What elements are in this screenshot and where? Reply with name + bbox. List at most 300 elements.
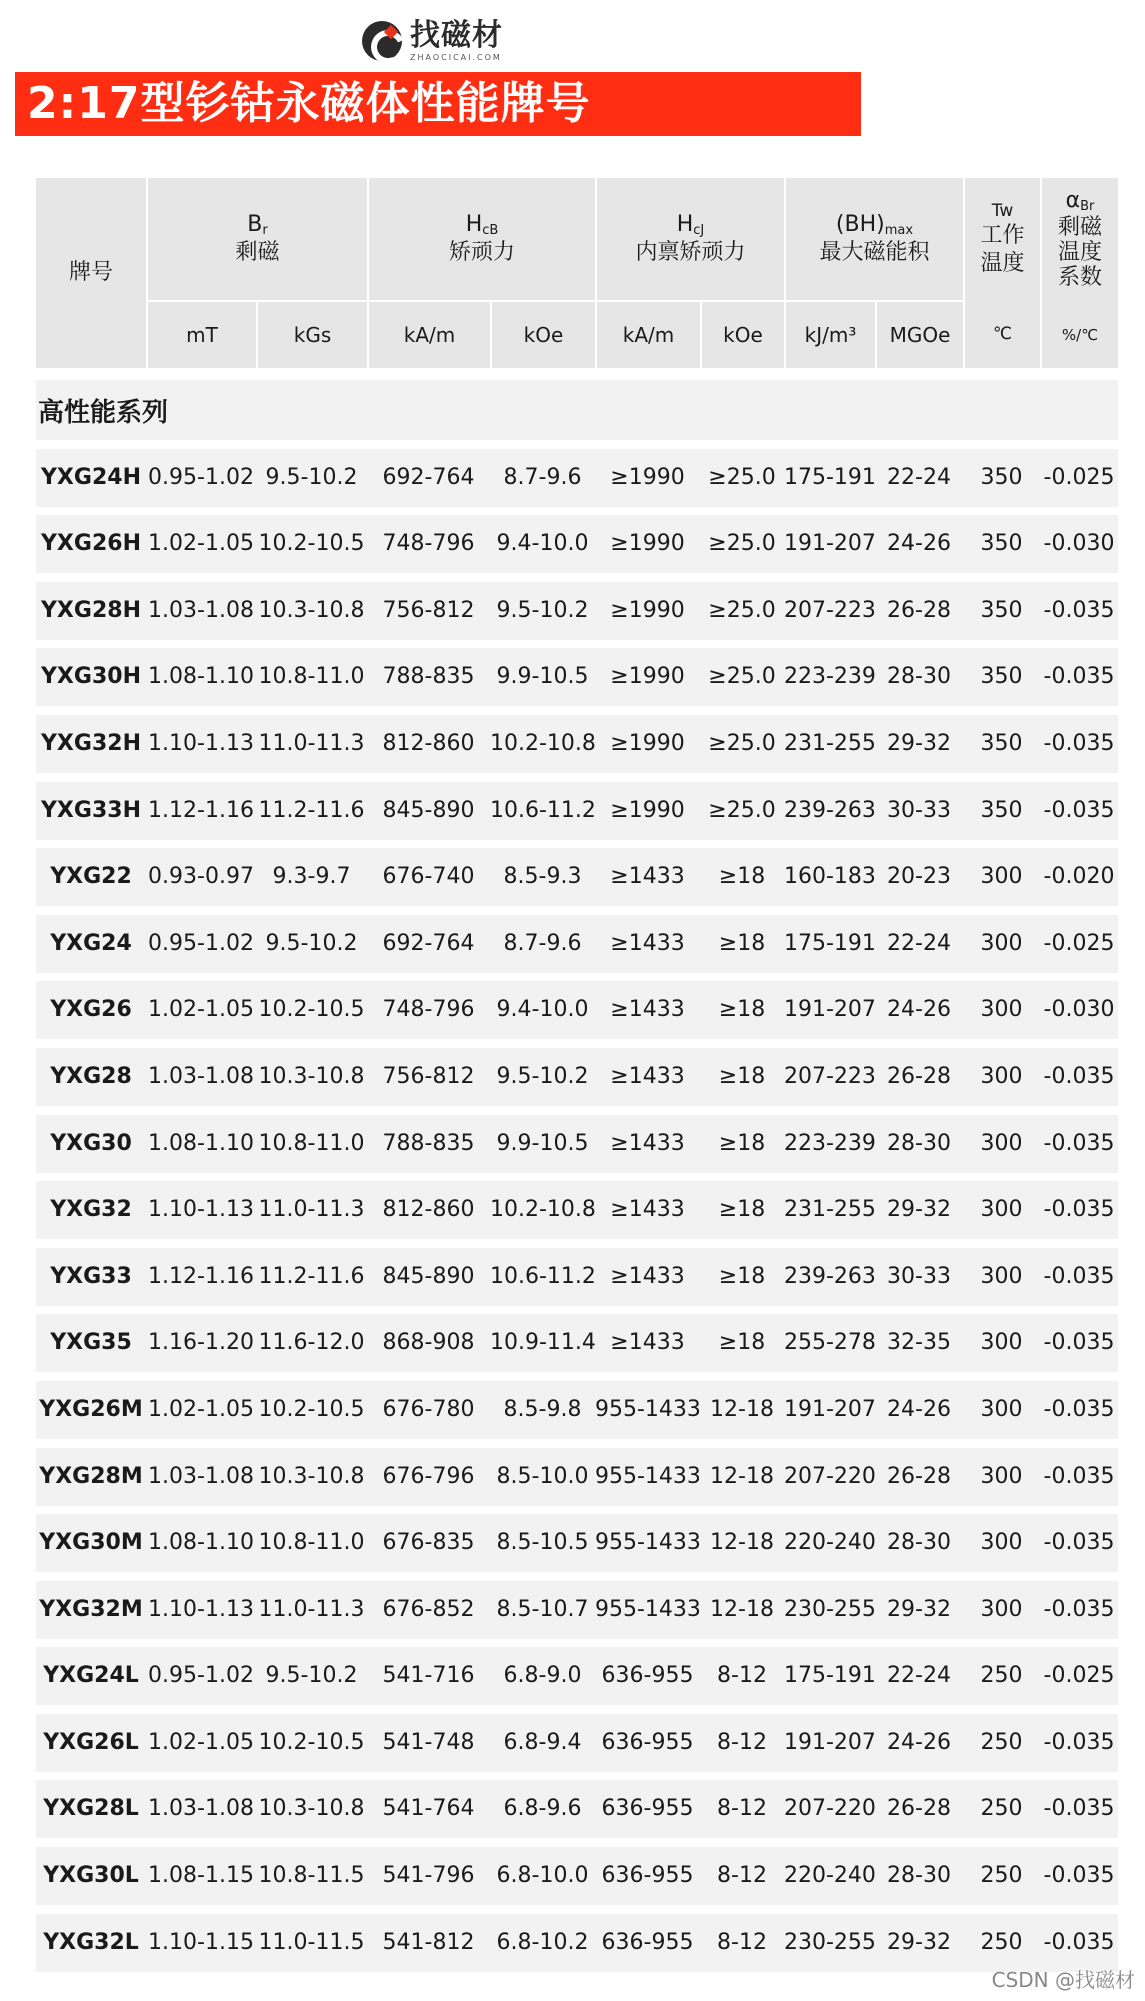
cell-bh-kjm3: 223-239 — [784, 1130, 876, 1156]
cell-br-mt: 1.02-1.05 — [148, 1396, 254, 1422]
cell-tw: 350 — [980, 597, 1023, 623]
cell-hcj-koe: ≥18 — [718, 930, 766, 956]
cell-hcj-kam: ≥1990 — [610, 797, 685, 823]
cell-alpha: -0.035 — [1043, 664, 1115, 690]
cell-hcb-koe: 9.9-10.5 — [496, 664, 589, 690]
cell-hcb-kam: 756-812 — [382, 1063, 475, 1089]
cell-br-mt: 1.12-1.16 — [148, 797, 254, 823]
cell-br-kgs: 11.6-12.0 — [258, 1330, 365, 1356]
cell-grade: YXG30L — [43, 1863, 139, 1889]
cell-grade: YXG22 — [50, 864, 132, 890]
cell-hcj-kam: ≥1433 — [610, 930, 685, 956]
cell-tw: 300 — [980, 864, 1023, 890]
cell-hcb-kam: 845-890 — [382, 797, 475, 823]
cell-bh-mgoe: 28-30 — [887, 1530, 951, 1556]
cell-hcj-koe: ≥25.0 — [708, 531, 776, 557]
cell-hcj-koe: 12-18 — [710, 1396, 774, 1422]
cell-hcb-koe: 9.5-10.2 — [496, 597, 589, 623]
cell-tw: 350 — [980, 664, 1023, 690]
cell-grade: YXG30M — [39, 1530, 143, 1556]
cell-grade: YXG32L — [43, 1929, 139, 1955]
cell-tw: 300 — [980, 1263, 1023, 1289]
table-row — [36, 1647, 1118, 1705]
cell-br-kgs: 9.5-10.2 — [265, 464, 358, 490]
cell-hcb-kam: 845-890 — [382, 1263, 475, 1289]
cell-hcb-kam: 748-796 — [382, 531, 475, 557]
cell-bh-mgoe: 24-26 — [887, 997, 951, 1023]
cell-hcj-kam: ≥1990 — [610, 597, 685, 623]
cell-hcj-kam: ≥1433 — [610, 1063, 685, 1089]
cell-bh-mgoe: 29-32 — [887, 1929, 951, 1955]
cell-alpha: -0.035 — [1043, 1396, 1115, 1422]
cell-hcb-kam: 788-835 — [382, 1130, 475, 1156]
cell-hcj-kam: 955-1433 — [595, 1396, 701, 1422]
logo-subtitle: ZHAOCICAI.COM — [410, 52, 502, 62]
table-header — [36, 178, 1118, 368]
cell-hcb-kam: 541-716 — [382, 1663, 475, 1689]
cell-tw: 300 — [980, 1596, 1023, 1622]
cell-hcj-kam: 636-955 — [601, 1863, 694, 1889]
cell-bh-mgoe: 26-28 — [887, 1796, 951, 1822]
cell-bh-kjm3: 230-255 — [784, 1929, 876, 1955]
table-row — [36, 1314, 1118, 1372]
cell-hcb-kam: 676-796 — [382, 1463, 475, 1489]
cell-hcb-koe: 8.7-9.6 — [503, 930, 582, 956]
cell-grade: YXG24L — [43, 1663, 139, 1689]
cell-hcj-koe: ≥18 — [718, 864, 766, 890]
cell-hcb-koe: 10.6-11.2 — [490, 797, 596, 823]
cell-bh-kjm3: 231-255 — [784, 730, 876, 756]
cell-grade: YXG30 — [50, 1130, 132, 1156]
table-row — [36, 1514, 1118, 1572]
cell-hcj-koe: ≥18 — [718, 1063, 766, 1089]
unit-kgs: kGs — [293, 322, 332, 347]
cell-hcb-kam: 692-764 — [382, 930, 475, 956]
table-row — [36, 848, 1118, 906]
cell-hcj-kam: ≥1433 — [610, 1197, 685, 1223]
cell-hcb-koe: 10.9-11.4 — [490, 1330, 596, 1356]
cell-grade: YXG26H — [41, 531, 141, 557]
cell-hcj-koe: 8-12 — [717, 1929, 767, 1955]
unit-percent-per-c: %/℃ — [1061, 325, 1099, 344]
cell-br-mt: 1.03-1.08 — [148, 1796, 254, 1822]
cell-bh-mgoe: 28-30 — [887, 664, 951, 690]
cell-alpha: -0.025 — [1043, 930, 1115, 956]
cell-tw: 300 — [980, 1463, 1023, 1489]
cell-hcb-kam: 676-835 — [382, 1530, 475, 1556]
table-row — [36, 915, 1118, 973]
cell-br-kgs: 10.8-11.5 — [258, 1863, 365, 1889]
cell-br-kgs: 9.5-10.2 — [265, 930, 358, 956]
cell-alpha: -0.035 — [1043, 1530, 1115, 1556]
cell-br-kgs: 10.2-10.5 — [258, 1729, 365, 1755]
unit-kjm3: kJ/m³ — [804, 322, 857, 347]
cell-tw: 350 — [980, 531, 1023, 557]
cell-tw: 250 — [980, 1729, 1023, 1755]
cell-hcb-koe: 8.5-10.0 — [496, 1463, 589, 1489]
cell-bh-mgoe: 22-24 — [887, 930, 951, 956]
brand-logo — [362, 16, 503, 66]
cell-hcb-koe: 6.8-9.0 — [503, 1663, 582, 1689]
grade-table — [36, 178, 1118, 1972]
cell-hcj-koe: 12-18 — [710, 1596, 774, 1622]
cell-alpha: -0.035 — [1043, 1796, 1115, 1822]
cell-hcj-kam: ≥1433 — [610, 1330, 685, 1356]
cell-hcb-koe: 8.7-9.6 — [503, 464, 582, 490]
cell-bh-mgoe: 24-26 — [887, 1396, 951, 1422]
cell-alpha: -0.035 — [1043, 1130, 1115, 1156]
cell-bh-mgoe: 22-24 — [887, 464, 951, 490]
cell-bh-mgoe: 28-30 — [887, 1863, 951, 1889]
table-row — [36, 782, 1118, 840]
table-row — [36, 1914, 1118, 1972]
cell-hcj-koe: ≥18 — [718, 1263, 766, 1289]
cell-br-mt: 1.08-1.10 — [148, 1530, 254, 1556]
cell-tw: 300 — [980, 1063, 1023, 1089]
cell-tw: 300 — [980, 930, 1023, 956]
cell-br-mt: 0.95-1.02 — [148, 1663, 254, 1689]
cell-br-mt: 0.95-1.02 — [148, 464, 254, 490]
cell-tw: 300 — [980, 1530, 1023, 1556]
section-title: 高性能系列 — [36, 380, 1118, 440]
cell-grade: YXG28 — [50, 1063, 132, 1089]
cell-bh-kjm3: 207-220 — [784, 1463, 876, 1489]
cell-grade: YXG26 — [50, 997, 132, 1023]
cell-grade: YXG26M — [39, 1396, 143, 1422]
cell-alpha: -0.035 — [1043, 797, 1115, 823]
cell-hcj-kam: ≥1990 — [610, 531, 685, 557]
cell-alpha: -0.020 — [1043, 864, 1115, 890]
cell-hcb-kam: 692-764 — [382, 464, 475, 490]
unit-mgoe: MGOe — [889, 322, 951, 347]
cell-bh-kjm3: 207-223 — [784, 597, 876, 623]
cell-hcj-koe: 12-18 — [710, 1463, 774, 1489]
cell-br-kgs: 10.3-10.8 — [258, 1063, 365, 1089]
table-row — [36, 515, 1118, 573]
cell-tw: 250 — [980, 1863, 1023, 1889]
cell-hcj-kam: ≥1990 — [610, 664, 685, 690]
cell-alpha: -0.035 — [1043, 597, 1115, 623]
cell-bh-kjm3: 239-263 — [784, 1263, 876, 1289]
cell-bh-kjm3: 220-240 — [784, 1530, 876, 1556]
cell-alpha: -0.035 — [1043, 1263, 1115, 1289]
cell-bh-mgoe: 30-33 — [887, 797, 951, 823]
cell-br-kgs: 10.8-11.0 — [258, 664, 365, 690]
cell-bh-kjm3: 207-223 — [784, 1063, 876, 1089]
cell-hcb-koe: 6.8-9.4 — [503, 1729, 582, 1755]
title-banner — [15, 72, 861, 136]
cell-br-mt: 1.03-1.08 — [148, 597, 254, 623]
cell-alpha: -0.035 — [1043, 1197, 1115, 1223]
cell-br-kgs: 10.2-10.5 — [258, 997, 365, 1023]
cell-bh-kjm3: 255-278 — [784, 1330, 876, 1356]
cell-br-kgs: 11.0-11.3 — [258, 730, 365, 756]
cell-hcj-koe: ≥25.0 — [708, 664, 776, 690]
header-br: $B_r$ 剩磁 — [235, 212, 280, 266]
cell-tw: 300 — [980, 1197, 1023, 1223]
cell-br-mt: 0.93-0.97 — [148, 864, 254, 890]
cell-hcb-kam: 676-852 — [382, 1596, 475, 1622]
cell-alpha: -0.025 — [1043, 1663, 1115, 1689]
cell-bh-kjm3: 191-207 — [784, 1396, 876, 1422]
cell-alpha: -0.035 — [1043, 1729, 1115, 1755]
cell-bh-kjm3: 207-220 — [784, 1796, 876, 1822]
cell-hcb-kam: 868-908 — [382, 1330, 475, 1356]
cell-br-mt: 1.08-1.10 — [148, 664, 254, 690]
cell-br-kgs: 9.3-9.7 — [272, 864, 351, 890]
cell-tw: 350 — [980, 730, 1023, 756]
cell-hcb-koe: 6.8-9.6 — [503, 1796, 582, 1822]
table-row — [36, 1780, 1118, 1838]
cell-hcj-kam: ≥1990 — [610, 730, 685, 756]
header-tw: Tw 工作 温度 — [980, 200, 1025, 276]
cell-grade: YXG32H — [41, 730, 141, 756]
cell-hcb-koe: 9.9-10.5 — [496, 1130, 589, 1156]
cell-alpha: -0.035 — [1043, 1463, 1115, 1489]
cell-hcj-koe: 8-12 — [717, 1729, 767, 1755]
cell-br-kgs: 10.3-10.8 — [258, 597, 365, 623]
cell-bh-mgoe: 20-23 — [887, 864, 951, 890]
cell-br-mt: 1.10-1.13 — [148, 1596, 254, 1622]
cell-hcj-kam: 636-955 — [601, 1796, 694, 1822]
cell-grade: YXG26L — [43, 1729, 139, 1755]
cell-hcb-koe: 6.8-10.0 — [496, 1863, 589, 1889]
cell-hcb-koe: 8.5-9.3 — [503, 864, 582, 890]
cell-bh-kjm3: 175-191 — [784, 1663, 876, 1689]
cell-hcj-koe: ≥18 — [718, 1197, 766, 1223]
cell-bh-mgoe: 29-32 — [887, 730, 951, 756]
cell-hcj-koe: ≥25.0 — [708, 730, 776, 756]
cell-grade: YXG28H — [41, 597, 141, 623]
cell-bh-mgoe: 22-24 — [887, 1663, 951, 1689]
cell-br-kgs: 10.8-11.0 — [258, 1130, 365, 1156]
cell-grade: YXG32M — [39, 1596, 143, 1622]
cell-alpha: -0.035 — [1043, 1330, 1115, 1356]
cell-tw: 250 — [980, 1929, 1023, 1955]
header-bhmax: $(BH)_{max}$ 最大磁能积 — [819, 212, 930, 266]
cell-bh-mgoe: 26-28 — [887, 597, 951, 623]
table-row — [36, 715, 1118, 773]
header-alpha: $\alpha_{Br}$ 剩磁 温度 系数 — [1057, 187, 1102, 291]
cell-bh-kjm3: 223-239 — [784, 664, 876, 690]
cell-alpha: -0.035 — [1043, 1863, 1115, 1889]
cell-br-kgs: 10.3-10.8 — [258, 1463, 365, 1489]
cell-bh-kjm3: 175-191 — [784, 464, 876, 490]
cell-hcj-koe: ≥18 — [718, 1330, 766, 1356]
cell-grade: YXG33H — [41, 797, 141, 823]
watermark: CSDN @找磁材 — [991, 1968, 1135, 1992]
cell-alpha: -0.035 — [1043, 1063, 1115, 1089]
cell-alpha: -0.035 — [1043, 1596, 1115, 1622]
header-hcb: $H_{cB}$ 矫顽力 — [448, 212, 515, 266]
cell-hcb-koe: 9.4-10.0 — [496, 997, 589, 1023]
cell-br-mt: 1.16-1.20 — [148, 1330, 254, 1356]
cell-hcj-kam: 636-955 — [601, 1929, 694, 1955]
cell-bh-kjm3: 220-240 — [784, 1863, 876, 1889]
table-row — [36, 648, 1118, 706]
cell-tw: 300 — [980, 997, 1023, 1023]
cell-br-kgs: 10.8-11.0 — [258, 1530, 365, 1556]
cell-bh-mgoe: 24-26 — [887, 531, 951, 557]
cell-hcj-kam: 955-1433 — [595, 1463, 701, 1489]
cell-hcb-kam: 541-796 — [382, 1863, 475, 1889]
cell-hcb-kam: 812-860 — [382, 1197, 475, 1223]
logo-name: 找磁材 — [410, 17, 503, 53]
cell-hcj-kam: ≥1990 — [610, 464, 685, 490]
cell-br-kgs: 11.0-11.3 — [258, 1197, 365, 1223]
table-row — [36, 1181, 1118, 1239]
cell-br-kgs: 11.2-11.6 — [258, 1263, 365, 1289]
table-row — [36, 1448, 1118, 1506]
cell-tw: 300 — [980, 1330, 1023, 1356]
table-row — [36, 1714, 1118, 1772]
cell-bh-mgoe: 24-26 — [887, 1729, 951, 1755]
cell-hcb-koe: 8.5-9.8 — [503, 1396, 582, 1422]
cell-alpha: -0.030 — [1043, 531, 1115, 557]
cell-hcb-koe: 6.8-10.2 — [496, 1929, 589, 1955]
unit-mt: mT — [186, 322, 218, 347]
cell-br-mt: 1.03-1.08 — [148, 1063, 254, 1089]
table-row — [36, 449, 1118, 507]
unit-hcb-kam: kA/m — [403, 322, 456, 347]
cell-bh-mgoe: 30-33 — [887, 1263, 951, 1289]
cell-hcj-koe: 8-12 — [717, 1796, 767, 1822]
cell-hcj-koe: ≥18 — [718, 1130, 766, 1156]
cell-hcj-koe: ≥25.0 — [708, 797, 776, 823]
unit-celsius: ℃ — [992, 324, 1013, 345]
cell-br-mt: 1.10-1.13 — [148, 730, 254, 756]
cell-tw: 300 — [980, 1130, 1023, 1156]
cell-hcj-kam: 955-1433 — [595, 1596, 701, 1622]
cell-hcb-kam: 541-748 — [382, 1729, 475, 1755]
cell-hcb-koe: 9.4-10.0 — [496, 531, 589, 557]
cell-bh-kjm3: 160-183 — [784, 864, 876, 890]
cell-tw: 350 — [980, 464, 1023, 490]
cell-br-kgs: 10.3-10.8 — [258, 1796, 365, 1822]
table-row — [36, 1847, 1118, 1905]
cell-tw: 250 — [980, 1663, 1023, 1689]
table-row — [36, 1248, 1118, 1306]
cell-hcb-kam: 812-860 — [382, 730, 475, 756]
cell-grade: YXG35 — [50, 1330, 132, 1356]
cell-alpha: -0.025 — [1043, 464, 1115, 490]
cell-alpha: -0.035 — [1043, 730, 1115, 756]
cell-hcb-koe: 9.5-10.2 — [496, 1063, 589, 1089]
cell-hcb-kam: 788-835 — [382, 664, 475, 690]
cell-br-kgs: 9.5-10.2 — [265, 1663, 358, 1689]
cell-hcj-koe: 8-12 — [717, 1863, 767, 1889]
table-row — [36, 1115, 1118, 1173]
cell-alpha: -0.030 — [1043, 997, 1115, 1023]
unit-hcj-kam: kA/m — [622, 322, 675, 347]
cell-br-kgs: 11.0-11.3 — [258, 1596, 365, 1622]
cell-br-mt: 1.02-1.05 — [148, 997, 254, 1023]
cell-br-mt: 1.12-1.16 — [148, 1263, 254, 1289]
cell-grade: YXG30H — [41, 664, 141, 690]
cell-hcb-kam: 676-780 — [382, 1396, 475, 1422]
cell-bh-kjm3: 175-191 — [784, 930, 876, 956]
table-body — [36, 449, 1118, 1972]
cell-br-mt: 1.10-1.13 — [148, 1197, 254, 1223]
cell-bh-kjm3: 230-255 — [784, 1596, 876, 1622]
table-row — [36, 1048, 1118, 1106]
cell-bh-mgoe: 26-28 — [887, 1063, 951, 1089]
table-row — [36, 1381, 1118, 1439]
logo-icon — [362, 21, 402, 61]
cell-bh-mgoe: 32-35 — [887, 1330, 951, 1356]
cell-br-mt: 1.08-1.10 — [148, 1130, 254, 1156]
cell-grade: YXG24 — [50, 930, 132, 956]
cell-hcj-koe: ≥18 — [718, 997, 766, 1023]
table-row — [36, 1581, 1118, 1639]
cell-grade: YXG28L — [43, 1796, 139, 1822]
cell-br-kgs: 11.0-11.5 — [258, 1929, 365, 1955]
cell-tw: 300 — [980, 1396, 1023, 1422]
cell-br-mt: 1.02-1.05 — [148, 531, 254, 557]
unit-hcj-koe: kOe — [723, 322, 763, 347]
cell-alpha: -0.035 — [1043, 1929, 1115, 1955]
cell-hcj-koe: ≥25.0 — [708, 464, 776, 490]
cell-hcj-kam: ≥1433 — [610, 1263, 685, 1289]
cell-grade: YXG28M — [39, 1463, 143, 1489]
cell-hcj-kam: 636-955 — [601, 1663, 694, 1689]
cell-hcb-koe: 8.5-10.5 — [496, 1530, 589, 1556]
cell-hcb-kam: 541-764 — [382, 1796, 475, 1822]
cell-hcb-kam: 748-796 — [382, 997, 475, 1023]
cell-br-mt: 0.95-1.02 — [148, 930, 254, 956]
cell-hcb-koe: 10.2-10.8 — [490, 730, 596, 756]
cell-br-mt: 1.03-1.08 — [148, 1463, 254, 1489]
cell-grade: YXG32 — [50, 1197, 132, 1223]
cell-hcj-kam: 636-955 — [601, 1729, 694, 1755]
cell-hcj-koe: 8-12 — [717, 1663, 767, 1689]
cell-hcj-kam: 955-1433 — [595, 1530, 701, 1556]
cell-hcb-kam: 541-812 — [382, 1929, 475, 1955]
cell-bh-mgoe: 28-30 — [887, 1130, 951, 1156]
cell-hcb-koe: 10.6-11.2 — [490, 1263, 596, 1289]
cell-hcj-koe: 12-18 — [710, 1530, 774, 1556]
cell-br-kgs: 10.2-10.5 — [258, 1396, 365, 1422]
cell-bh-kjm3: 191-207 — [784, 1729, 876, 1755]
cell-grade: YXG33 — [50, 1263, 132, 1289]
page-title: 2:17型钐钴永磁体性能牌号 — [27, 78, 591, 129]
cell-hcb-kam: 676-740 — [382, 864, 475, 890]
header-grade: 牌号 — [68, 260, 113, 286]
cell-tw: 350 — [980, 797, 1023, 823]
cell-hcj-kam: ≥1433 — [610, 864, 685, 890]
cell-br-mt: 1.10-1.15 — [148, 1929, 254, 1955]
cell-tw: 250 — [980, 1796, 1023, 1822]
cell-hcj-kam: ≥1433 — [610, 997, 685, 1023]
unit-hcb-koe: kOe — [523, 322, 564, 347]
cell-hcj-koe: ≥25.0 — [708, 597, 776, 623]
cell-br-mt: 1.08-1.15 — [148, 1863, 254, 1889]
table-row — [36, 582, 1118, 640]
cell-bh-mgoe: 26-28 — [887, 1463, 951, 1489]
cell-hcj-kam: ≥1433 — [610, 1130, 685, 1156]
cell-hcb-kam: 756-812 — [382, 597, 475, 623]
cell-bh-mgoe: 29-32 — [887, 1596, 951, 1622]
cell-br-kgs: 10.2-10.5 — [258, 531, 365, 557]
header-hcj: $H_{cJ}$ 内禀矫顽力 — [635, 212, 746, 266]
cell-hcb-koe: 8.5-10.7 — [496, 1596, 589, 1622]
cell-bh-kjm3: 191-207 — [784, 531, 876, 557]
table-row — [36, 981, 1118, 1039]
cell-br-kgs: 11.2-11.6 — [258, 797, 365, 823]
cell-grade: YXG24H — [41, 464, 141, 490]
cell-bh-kjm3: 239-263 — [784, 797, 876, 823]
cell-hcb-koe: 10.2-10.8 — [490, 1197, 596, 1223]
